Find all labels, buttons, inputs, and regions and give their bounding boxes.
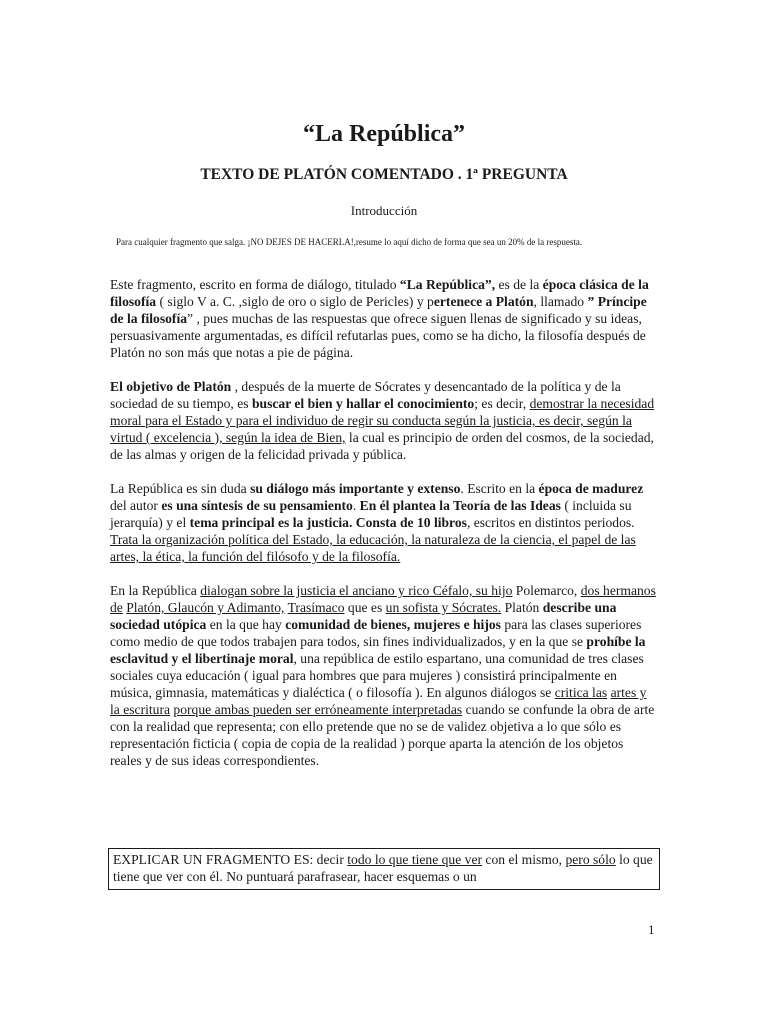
text-run: , llamado <box>533 294 588 309</box>
text-run: que es <box>344 600 386 615</box>
instruction-note: Para cualquier fragmento que salga. ¡NO DEJES DE HACERLA!,resume lo aquí dicho de forma que sea un 20% de la respuesta. <box>116 237 583 247</box>
bold-run: El objetivo de Platón <box>110 379 232 394</box>
bold-run: En él plantea la Teoría de las Ideas <box>359 498 561 513</box>
text-run: es de la <box>495 277 543 292</box>
text-run: con el mismo, <box>482 852 566 867</box>
document-title: “La República” <box>302 121 466 147</box>
text-run: ( incluida su jerarquía) y el <box>110 498 632 530</box>
text-run: ; es decir, <box>474 396 530 411</box>
bold-run: ” Príncipe de la filosofía <box>110 294 647 326</box>
bold-run: época clásica de la filosofía <box>110 277 649 309</box>
underlined-run: dialogan sobre la justicia el anciano y rico Céfalo, su hijo <box>200 583 513 598</box>
bold-run: su diálogo más importante y extenso <box>250 481 461 496</box>
text-run: , una república de estilo espartano, una comunidad de tres clases sociales cuya educación ( igual para hombres que para mujeres ) consistirá principalmente en música, gimnasia, matemáticas y dialéctica ( o filosofía ). En algunos diálogos se <box>110 651 644 700</box>
underlined-run: Trasímaco <box>287 600 345 615</box>
body-text <box>110 276 658 786</box>
text-run: La República es sin duda <box>110 481 251 496</box>
text-run: cuando se confunde la obra de arte con la realidad que representa; con ello pretende que no se de validez objetiva a lo que sólo es representación ficticia ( copia de copia de la realidad ) porque aparta la atención de los objetos reales y de sus ideas correspondientes. <box>110 702 655 768</box>
text-run: EXPLICAR UN FRAGMENTO ES: decir <box>113 852 348 867</box>
underlined-run: Platón, Glaucón y Adimanto, <box>126 600 285 615</box>
explanation-box <box>108 848 660 890</box>
text-run: la cual es principio de orden del cosmos, de la sociedad, de las almas y origen de la felicidad privada y pública. <box>110 430 654 462</box>
underlined-run: porque ambas pueden ser erróneamente interpretadas <box>173 702 463 717</box>
underlined-run: todo lo que tiene que ver <box>347 852 483 867</box>
section-heading-introduccion: Introducción <box>350 203 418 218</box>
bold-run: “La República”, <box>399 277 496 292</box>
text-run: , después de la muerte de Sócrates y desencantado de la política y de la sociedad de su tiempo, es <box>110 379 621 411</box>
bold-run: tema principal es la justicia. Consta de 10 libros <box>189 515 467 530</box>
text-run: en la que hay <box>206 617 286 632</box>
text-run: lo que tiene que ver con él. No puntuará parafrasear, hacer esquemas o un <box>113 852 653 884</box>
text-run: En la República <box>110 583 201 598</box>
bold-run: prohíbe la esclavitud y el libertinaje moral <box>110 634 646 666</box>
text-run: . Escrito en la <box>460 481 539 496</box>
underlined-run: un sofista y Sócrates. <box>385 600 502 615</box>
underlined-run: pero sólo <box>565 852 616 867</box>
paragraph-1 <box>110 276 658 361</box>
text-run: del autor <box>110 498 162 513</box>
document-subtitle: TEXTO DE PLATÓN COMENTADO . 1ª PREGUNTA <box>200 166 568 183</box>
bold-run: es una síntesis de su pensamiento <box>161 498 353 513</box>
paragraph-3 <box>110 480 658 565</box>
bold-run: describe una sociedad utópica <box>110 600 617 632</box>
underlined-run: critica las <box>554 685 608 700</box>
underlined-run: artes y la escritura <box>110 685 647 717</box>
text-run: Este fragmento, escrito en forma de diálogo, titulado <box>110 277 400 292</box>
text-run: , escritos en distintos periodos. <box>466 515 635 530</box>
bold-run: comunidad de bienes, mujeres e hijos <box>285 617 501 632</box>
bold-run: buscar el bien y hallar el conocimiento <box>251 396 475 411</box>
underlined-run: Trata la organización política del Estado, la educación, la naturaleza de la ciencia, el papel de las artes, la ética, la función del filósofo y de la filosofía. <box>110 532 636 564</box>
text-run: Polemarco, <box>512 583 581 598</box>
underlined-run: dos hermanos de <box>110 583 656 615</box>
text-run: ” , pues muchas de las respuestas que ofrece siguen llenas de significado y su ideas, persuasivamente argumentadas, es difícil refutarlas pues, como se ha dicho, la filosofía después de Platón no son más que notas a pie de página. <box>110 311 646 360</box>
paragraph-4 <box>110 582 658 769</box>
text-run: ( siglo V a. C. ,siglo de oro o siglo de Pericles) y p <box>156 294 434 309</box>
page-number: 1 <box>648 922 655 937</box>
bold-run: ertenece a Platón <box>433 294 534 309</box>
text-run: para las clases superiores como medio de que todos trabajen para todos, sin fines individualizados, y en la que se <box>110 617 642 649</box>
text-run: Platón <box>501 600 543 615</box>
bold-run: época de madurez <box>538 481 644 496</box>
underlined-run: demostrar la necesidad moral para el Estado y para el individuo de regir su conducta según la justicia, es decir, según la virtud ( excelencia ), según la idea de Bien, <box>110 396 655 445</box>
paragraph-2 <box>110 378 658 463</box>
text-run: . <box>352 498 360 513</box>
